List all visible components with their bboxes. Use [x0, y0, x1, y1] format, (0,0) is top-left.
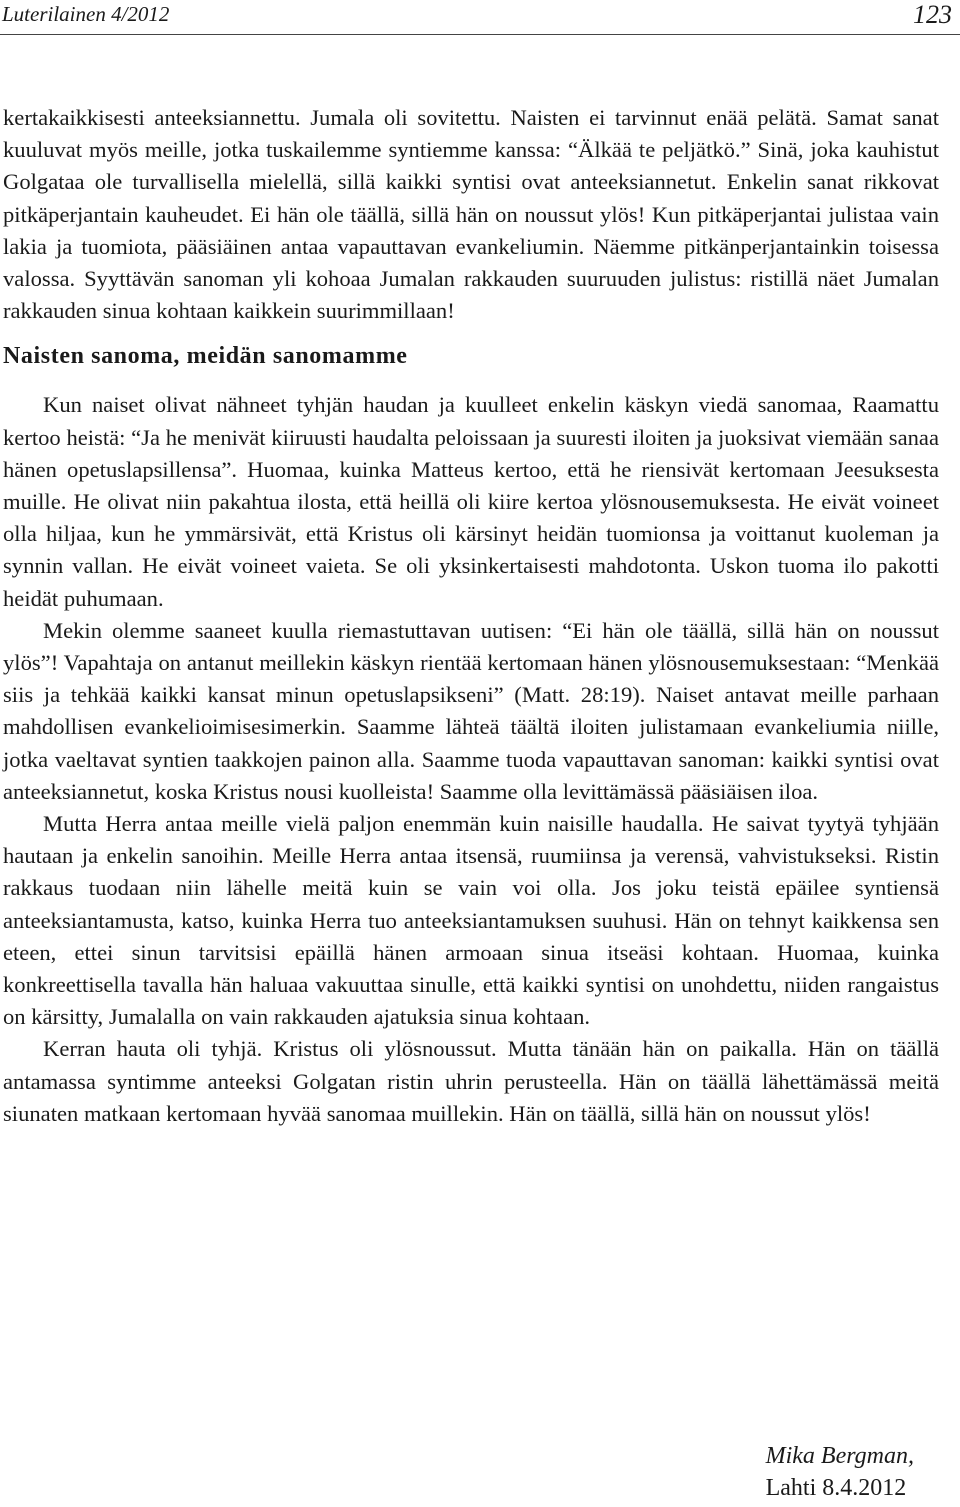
article-body [3, 102, 939, 1130]
signature-place-date: Lahti 8.4.2012 [765, 1475, 907, 1501]
header-rule [0, 34, 960, 35]
running-head: Luterilainen 4/2012 [2, 2, 170, 26]
paragraph: Kerran hauta oli tyhjä. Kristus oli ylösnoussut. Mutta tänään hän on paikalla. Hän on täällä antamassa syntimme anteeksi Golgatan ristin uhrin perusteella. Hän on täällä lähettämässä meitä siunaten matkaan kertomaan hyvää sanomaa muillekin. Hän on täällä, sillä hän on noussut ylös! [3, 1036, 939, 1126]
section-heading: Naisten sanoma, meidän sanomamme [3, 343, 408, 370]
signature-author: Mika Bergman, [765, 1443, 914, 1469]
paragraph: Mutta Herra antaa meille vielä paljon enemmän kuin naisille haudalla. He saivat tyytyä tyhjään hautaan ja enkelin sanoihin. Meille Herra antaa itsensä, ruumiinsa ja verensä, vahvistukseksi. Ristin rakkaus tuodaan niin lähelle meitä kuin se vain voi olla. Jos joku teistä epäilee syntiensä anteeksiantamusta, katso, kuinka Herra tuo anteeksiantamuksen suuhusi. Hän on tehnyt kaikkensa sen eteen, ettei sinun tarvitsisi epäillä hänen armoaan sinua itseäsi kohtaan. Huomaa, kuinka konkreettisella tavalla hän haluaa vakuuttaa sinulle, että kaikki syntisi on unohdettu, niiden rangaistus on kärsitty, Jumalalla on vain rakkauden ajatuksia sinua kohtaan. [3, 811, 939, 1030]
paragraph: Kun naiset olivat nähneet tyhjän haudan ja kuulleet enkelin käskyn viedä sanomaa, Raamattu kertoo heistä: “Ja he menivät kiiruusti haudalta peloissaan ja suuresti iloiten ja juoksivat viemään sanaa hänen opetuslapsillensa”. Huomaa, kuinka Matteus kertoo, että he riensivät kertomaan Jeesuksesta muille. He olivat niin pakahtua ilosta, että heillä oli kiire kertoa ylösnousemuksesta. He eivät voineet olla hiljaa, kun he ymmärsivät, että Kristus oli kärsinyt heidän tuomionsa ja voittanut kuoleman ja synnin vallan. He eivät voineet vaieta. Se oli yksinkertaisesti mahdotonta. Uskon tuoma ilo pakotti heidät puhumaan. [3, 392, 939, 611]
paragraph: kertakaikkisesti anteeksiannettu. Jumala oli sovitettu. Naisten ei tarvinnut enää pelätä. Samat sanat kuuluvat myös meille, jotka tuskailemme syntiemme kanssa: “Älkää te peljätkö.” Sinä, joka kauhistut Golgataa ole turvallisella mielellä, sillä kaikki syntisi ovat anteeksiannetut. Enkelin sanat rikkovat pitkäperjantain kauheudet. Ei hän ole täällä, sillä hän on noussut ylös! Kun pitkäperjantai julistaa vain lakia ja tuomiota, pääsiäinen antaa vapauttavan evankeliumin. Näemme pitkänperjantainkin toisessa valossa. Syyttävän sanoman yli kohoaa Jumalan rakkauden suuruuden julistus: ristillä näet Jumalan rakkauden sinua kohtaan kaikkein suurimmillaan! [3, 105, 939, 324]
page-header [0, 0, 960, 36]
signature [766, 1440, 914, 1504]
page-number: 123 [913, 0, 952, 29]
paragraph: Mekin olemme saaneet kuulla riemastuttavan uutisen: “Ei hän ole täällä, sillä hän on noussut ylös”! Vapahtaja on antanut meillekin käskyn rientää kertomaan hänen ylösnousemuksestaan: “Menkää siis ja tehkää kaikki kansat minun opetuslapsikseni” (Matt. 28:19). Naiset antavat meille parhaan mahdollisen evankelioimisesimerkin. Saamme lähteä täältä iloiten julistamaan evankeliumia niille, jotka vaeltavat syntien taakkojen painon alla. Saamme tuoda vapauttavan sanoman: kaikki syntisi ovat anteeksiannetut, koska Kristus nousi kuolleista! Saamme olla levittämässä pääsiäisen iloa. [3, 617, 939, 804]
